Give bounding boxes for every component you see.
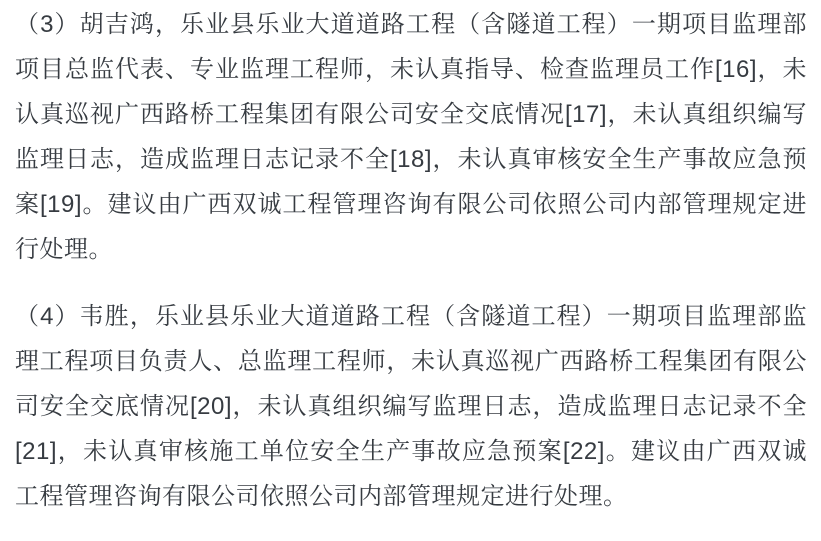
paragraph-item-3: （3）胡吉鸿，乐业县乐业大道道路工程（含隧道工程）一期项目监理部项目总监代表、专业监理工程师，未认真指导、检查监理员工作[16]，未认真巡视广西路桥工程集团有限公司安全交底情况[17]，未认真组织编写监理日志，造成监理日志记录不全[18]，未认真审核安全生产事故应急预案[19]。建议由广西双诚工程管理咨询有限公司依照公司内部管理规定进行处理。 — [15, 11, 807, 263]
paragraph-item-4: （4）韦胜，乐业县乐业大道道路工程（含隧道工程）一期项目监理部监理工程项目负责人、总监理工程师，未认真巡视广西路桥工程集团有限公司安全交底情况[20]，未认真组织编写监理日志，造成监理日志记录不全[21]，未认真审核施工单位安全生产事故应急预案[22]。建议由广西双诚工程管理咨询有限公司依照公司内部管理规定进行处理。 — [15, 303, 807, 510]
